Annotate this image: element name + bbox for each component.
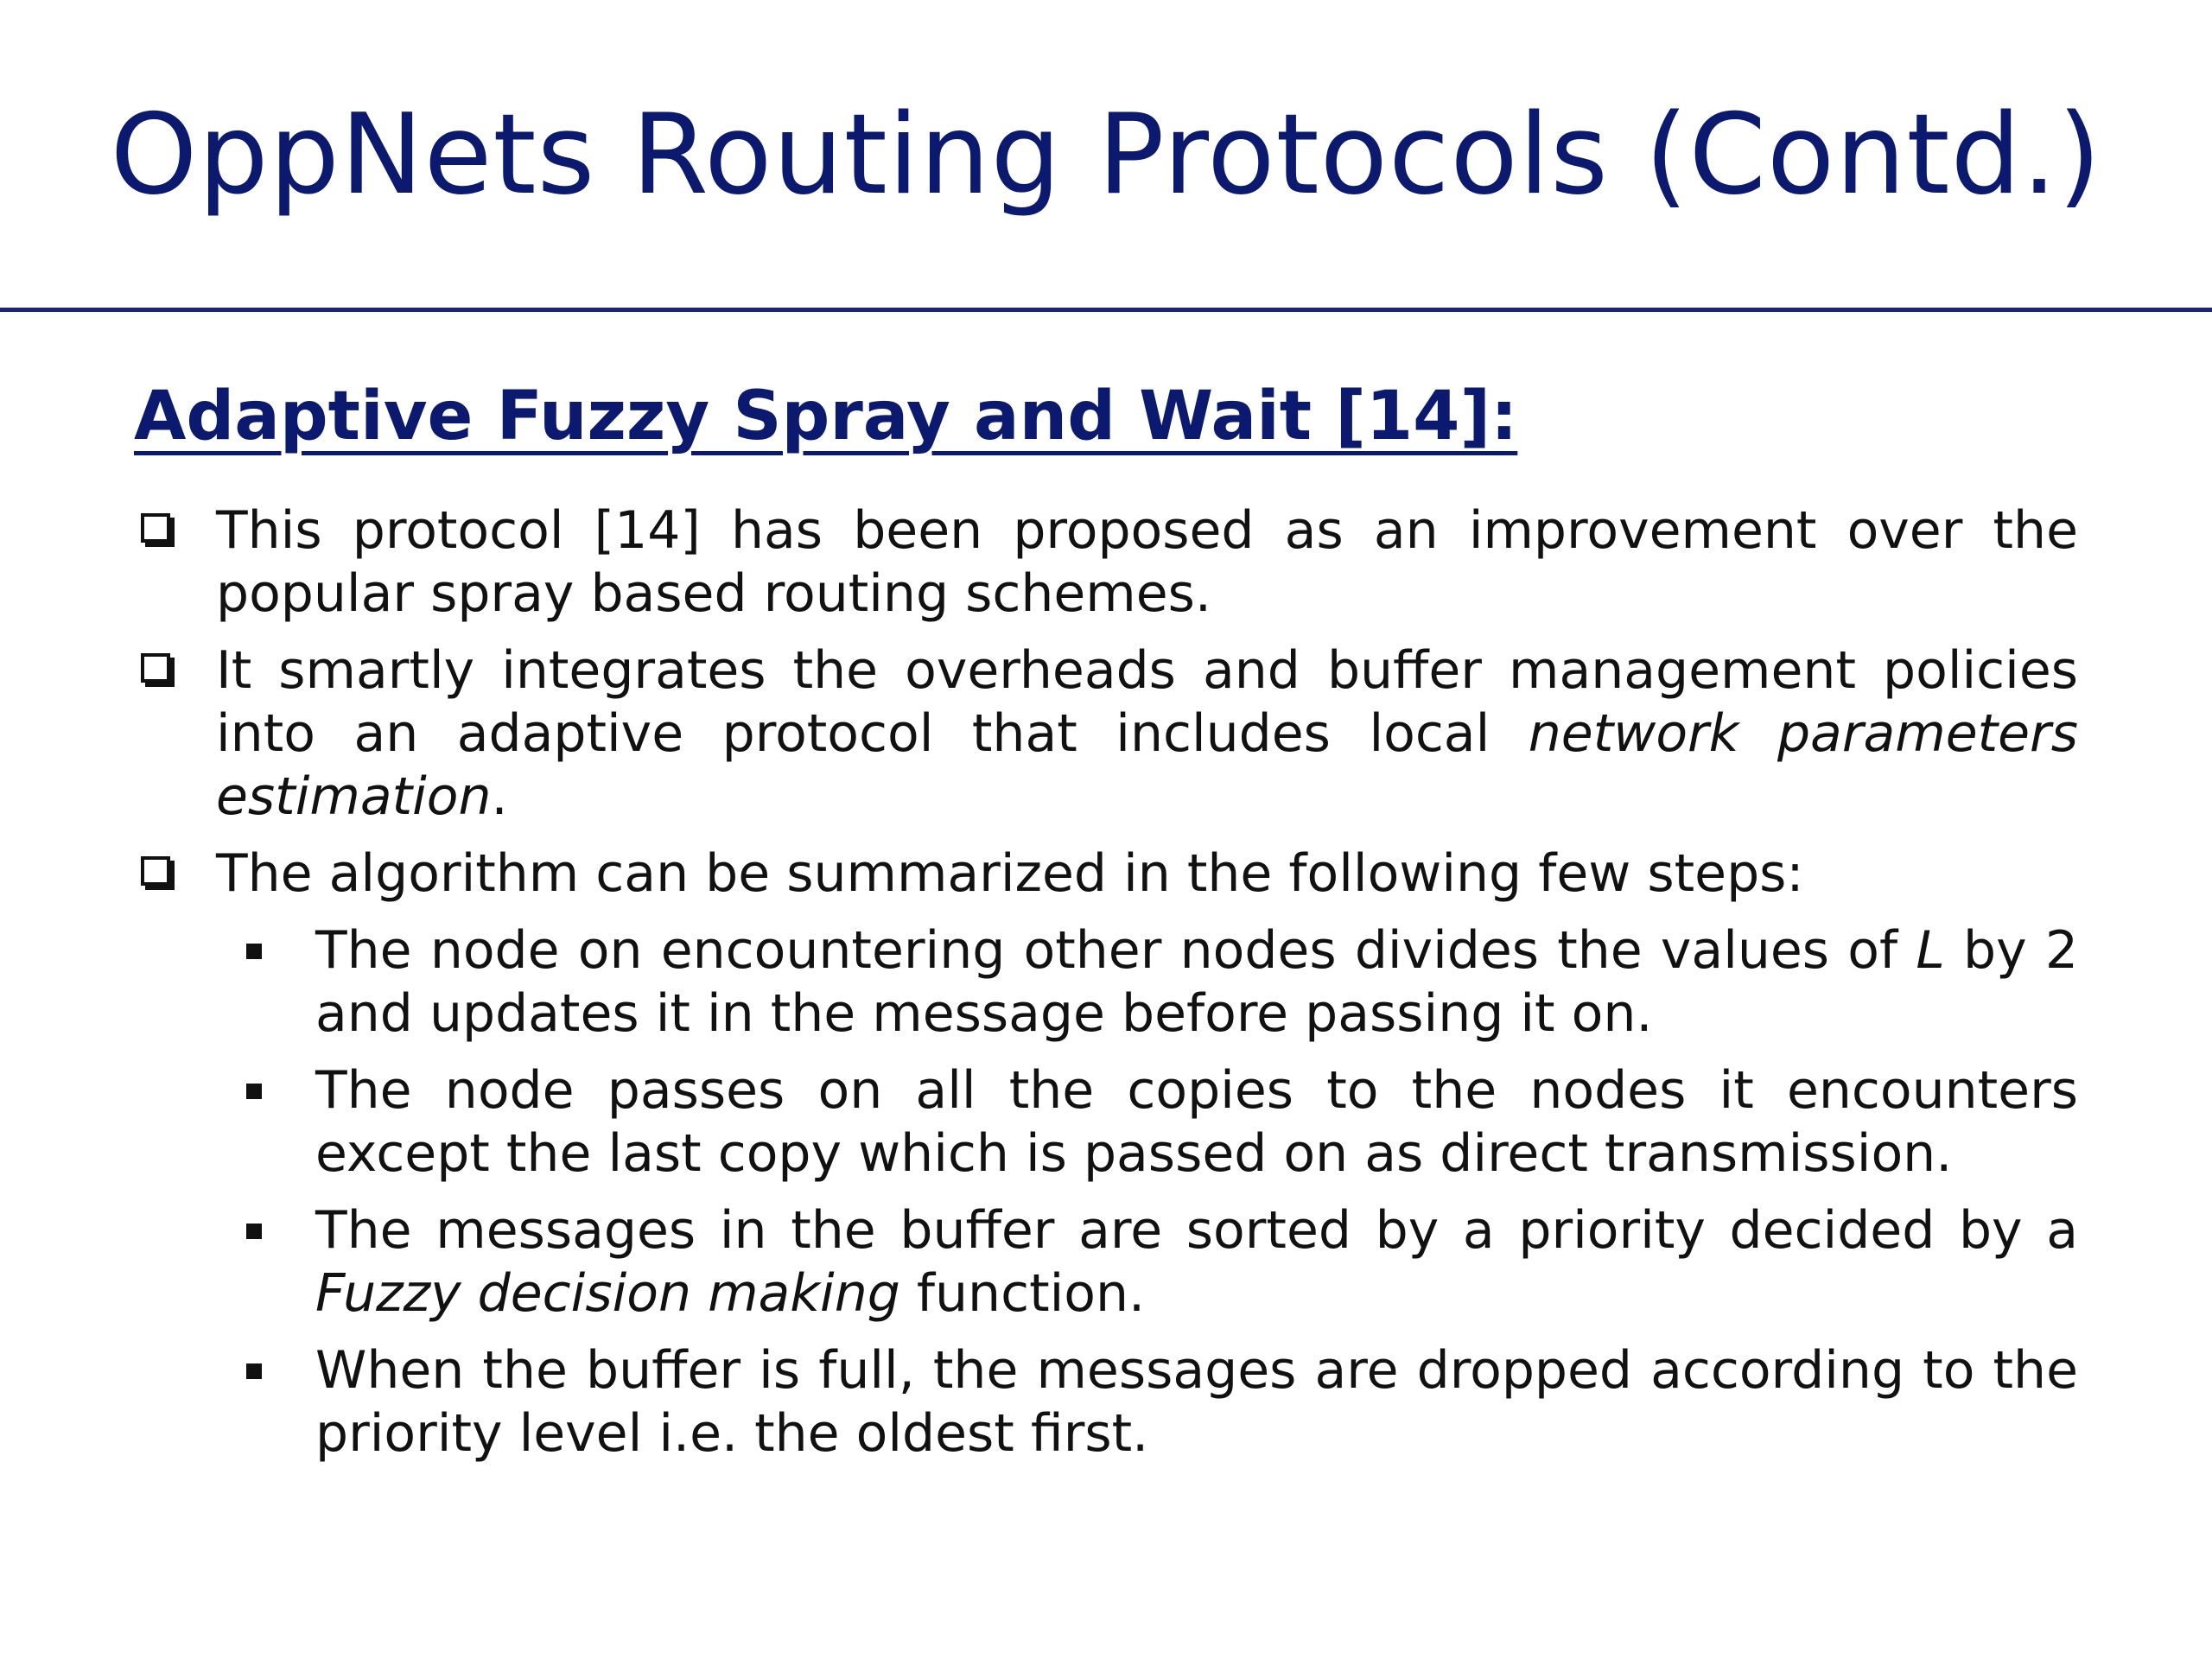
step-text: The node passes on all the copies to the nodes it encounters except the last copy which is passed on as direct transmission.: [315, 1060, 2078, 1184]
bullet-text: It smartly integrates the overheads and buffer management policies into an adaptive protocol that includes local: [216, 640, 2078, 764]
step-text: function.: [899, 1263, 1146, 1324]
bullet-italic-text: network parameters estimation: [216, 703, 2078, 827]
slide-content: [134, 499, 2078, 1479]
step-text: When the buffer is full, the messages are dropped according to the priority level i.e. the oldest first.: [315, 1340, 2078, 1464]
hollow-square-bullet-icon: [141, 856, 170, 886]
step-italic-text: Fuzzy decision making: [315, 1263, 900, 1324]
step-list: [315, 919, 2078, 1465]
step-italic-text: L: [1916, 920, 1945, 981]
bullet-item: [134, 842, 2078, 906]
step-item: [315, 919, 2078, 1046]
bullet-item: [134, 639, 2078, 829]
step-text: The node on encountering other nodes divides the values of: [315, 920, 1916, 981]
step-item: [315, 1199, 2078, 1325]
hollow-square-bullet-icon: [141, 513, 170, 543]
slide-title: OppNets Routing Protocols (Contd.): [110, 91, 2102, 219]
filled-square-bullet-icon: [246, 1363, 262, 1379]
step-item: [315, 1339, 2078, 1465]
bullet-text: The algorithm can be summarized in the following few steps:: [216, 843, 1804, 904]
filled-square-bullet-icon: [246, 1084, 262, 1099]
step-item: [315, 1059, 2078, 1185]
step-text: The messages in the buffer are sorted by a priority decided by a: [315, 1200, 2078, 1261]
hollow-square-bullet-icon: [141, 653, 170, 683]
bullet-item: [134, 499, 2078, 626]
section-heading: Adaptive Fuzzy Spray and Wait [14]:: [134, 378, 1518, 455]
bullet-text: .: [491, 766, 508, 827]
bullet-text: This protocol [14] has been proposed as an improvement over the popular spray based routing schemes.: [216, 500, 2078, 624]
title-divider: [0, 308, 2212, 312]
filled-square-bullet-icon: [246, 944, 262, 959]
filled-square-bullet-icon: [246, 1224, 262, 1239]
step-text: by 2 and updates it in the message before passing it on.: [315, 920, 2078, 1044]
